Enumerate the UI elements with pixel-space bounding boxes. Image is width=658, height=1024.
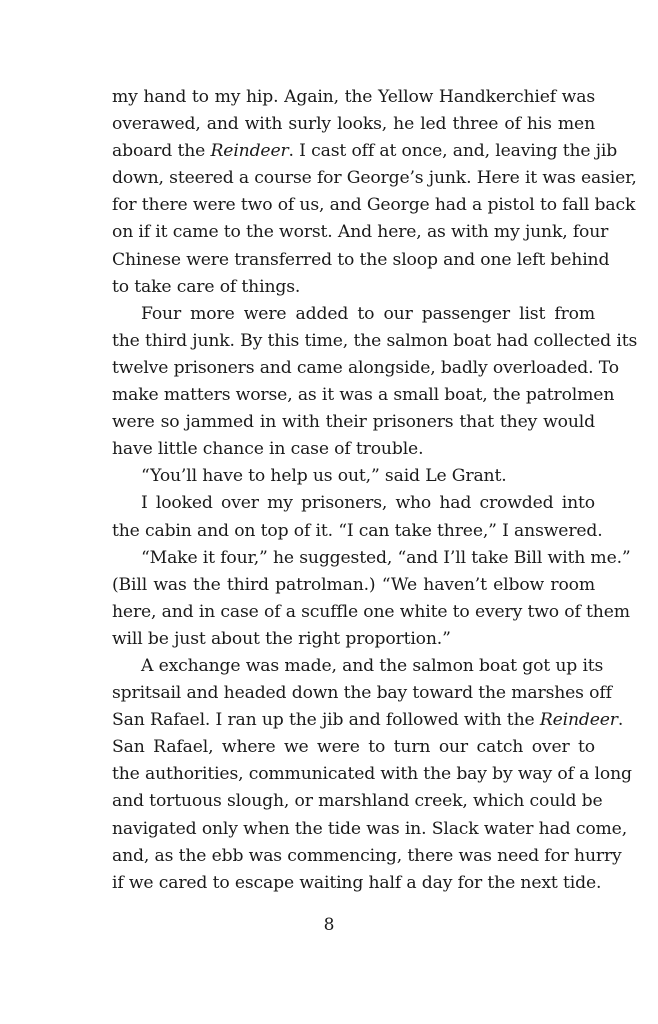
text-line: Chinese were transferred to the sloop and one left behind — [112, 249, 610, 270]
text-line: and tortuous slough, or marshland creek, which could be — [112, 791, 603, 812]
text-line: for there were two of us, and George had a pistol to fall back — [112, 195, 636, 216]
text-line: on if it came to the worst. And here, as with my junk, four — [112, 222, 609, 243]
text-line: San Rafael, where we were to turn our catch over to — [112, 737, 595, 758]
text-line: I looked over my prisoners, who had crowded into — [141, 493, 595, 514]
text-line: twelve prisoners and came alongside, badly overloaded. To — [112, 357, 619, 378]
text-line: aboard the Reindeer. I cast off at once, and, leaving the jib — [112, 141, 618, 162]
text-line: my hand to my hip. Again, the Yellow Handkerchief was — [112, 87, 595, 107]
text-line: San Rafael. I ran up the jib and followed with the Reindeer. — [112, 710, 624, 731]
text-line: to take care of things. — [112, 276, 301, 297]
body-text — [112, 84, 638, 897]
text-line: have little chance in case of trouble. — [112, 439, 424, 460]
text-line: Four more were added to our passenger list from — [141, 303, 595, 324]
text-line: the cabin and on top of it. “I can take three,” I answered. — [112, 520, 603, 541]
text-line: down, steered a course for George’s junk. Here it was easier, — [112, 168, 637, 189]
text-line: were so jammed in with their prisoners that they would — [112, 412, 595, 433]
text-line: spritsail and headed down the bay toward the marshes off — [112, 683, 612, 704]
text-line: (Bill was the third patrolman.) “We haven’t elbow room — [112, 574, 595, 595]
text-line: here, and in case of a scuffle one white to every two of them — [112, 601, 630, 622]
text-line: navigated only when the tide was in. Slack water had come, — [112, 818, 628, 839]
text-line: make matters worse, as it was a small boat, the patrolmen — [112, 385, 615, 406]
italic-ship-name: Reindeer — [210, 141, 289, 162]
italic-ship-name: Reindeer — [539, 710, 618, 731]
page-number: 8 — [323, 915, 335, 935]
text-line: will be just about the right proportion.” — [112, 628, 451, 649]
text-line: “You’ll have to help us out,” said Le Grant. — [141, 466, 507, 487]
text-line: A exchange was made, and the salmon boat got up its — [141, 655, 604, 676]
text-line: “Make it four,” he suggested, “and I’ll take Bill with me.” — [141, 547, 631, 568]
text-line: and, as the ebb was commencing, there was need for hurry — [112, 845, 622, 866]
text-line: overawed, and with surly looks, he led three of his men — [112, 114, 595, 135]
text-line: the third junk. By this time, the salmon boat had collected its — [112, 330, 638, 351]
text-line: the authorities, communicated with the bay by way of a long — [112, 764, 632, 785]
text-line: if we cared to escape waiting half a day for the next tide. — [112, 872, 602, 893]
